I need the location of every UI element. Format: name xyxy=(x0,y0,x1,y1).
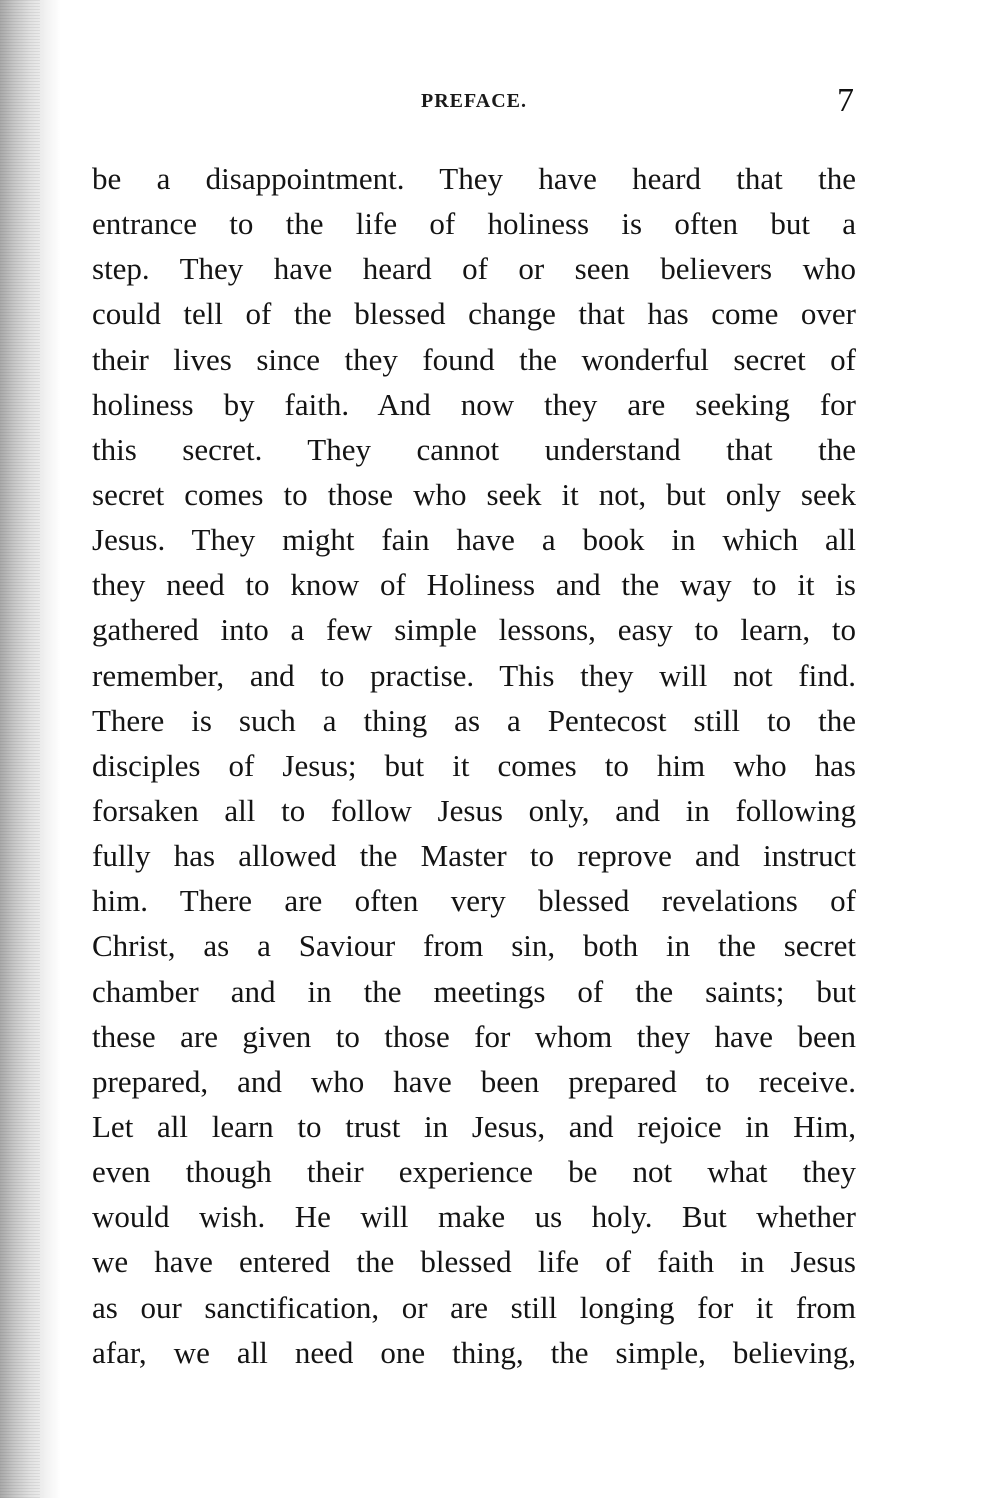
text-line: Let all learn to trust in Jesus, and rejoice in Him, xyxy=(92,1108,856,1144)
text-line: these are given to those for whom they have been xyxy=(92,1018,856,1054)
page-number: 7 xyxy=(837,82,854,119)
text-line: would wish. He will make us holy. But whether xyxy=(92,1199,856,1235)
text-line: chamber and in the meetings of the saints; but xyxy=(92,973,856,1009)
text-line: fully has allowed the Master to reprove and instruct xyxy=(92,838,856,874)
text-line: gathered into a few simple lessons, easy to learn, to xyxy=(92,612,856,648)
text-line: be a disappointment. They have heard that the xyxy=(92,161,856,196)
text-line: their lives since they found the wonderful secret of xyxy=(92,341,856,377)
running-head xyxy=(92,82,856,122)
text-line: Christ, as a Saviour from sin, both in the secret xyxy=(92,928,856,964)
text-line: even though their experience be not what they xyxy=(92,1154,856,1190)
text-line: afar, we all need one thing, the simple, believing, xyxy=(92,1334,856,1370)
body-text xyxy=(92,156,856,1375)
text-line: There is such a thing as a Pentecost still to the xyxy=(92,702,856,738)
text-line: remember, and to practise. This they will not find. xyxy=(92,657,856,693)
text-line: prepared, and who have been prepared to receive. xyxy=(92,1063,856,1099)
text-line: could tell of the blessed change that has come over xyxy=(92,296,856,332)
text-line: Jesus. They might fain have a book in which all xyxy=(92,522,856,558)
text-line: him. There are often very blessed revelations of xyxy=(92,883,856,919)
text-line: step. They have heard of or seen believers who xyxy=(92,251,856,287)
text-line: this secret. They cannot understand that the xyxy=(92,431,856,467)
text-line: as our sanctification, or are still longing for it from xyxy=(92,1289,856,1325)
text-line: secret comes to those who seek it not, but only seek xyxy=(92,476,856,512)
text-line: holiness by faith. And now they are seeking for xyxy=(92,386,856,422)
page-binding-shadow xyxy=(0,0,60,1498)
text-line: disciples of Jesus; but it comes to him who has xyxy=(92,747,856,783)
text-line: entrance to the life of holiness is often but a xyxy=(92,206,856,242)
running-head-title: PREFACE. xyxy=(421,90,527,112)
text-line: we have entered the blessed life of faith in Jesus xyxy=(92,1244,856,1280)
text-line: forsaken all to follow Jesus only, and in following xyxy=(92,792,856,828)
text-line: they need to know of Holiness and the way to it is xyxy=(92,567,856,603)
